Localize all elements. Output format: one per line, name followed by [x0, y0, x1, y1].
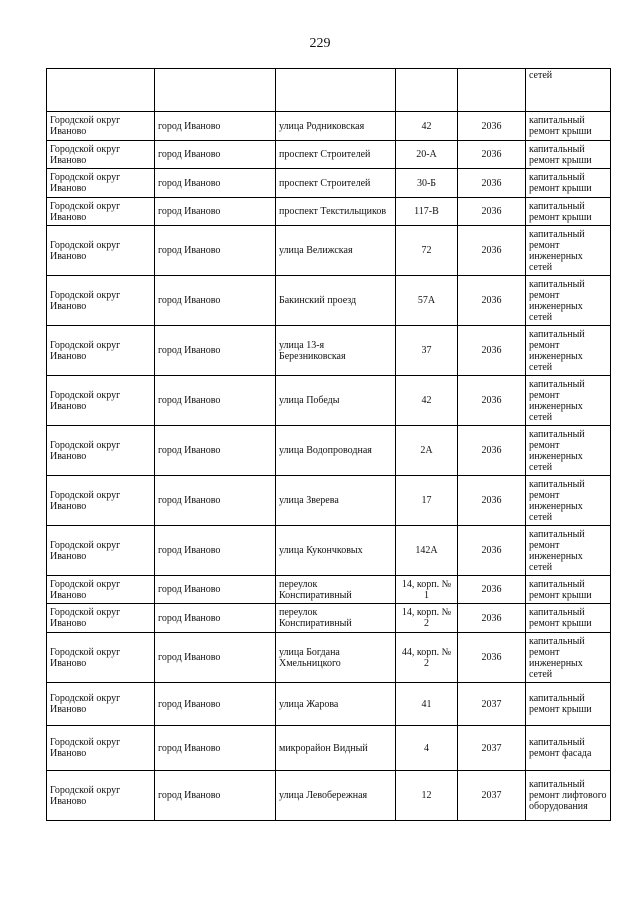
cell-street: переулок Конспиративный: [276, 576, 396, 604]
table-row: [47, 726, 611, 771]
cell-work: капитальный ремонт крыши: [526, 141, 611, 169]
table-row: [47, 376, 611, 426]
cell-number: 17: [396, 476, 458, 526]
cell-work: капитальный ремонт инженерных сетей: [526, 226, 611, 276]
cell-city: город Иваново: [155, 726, 276, 771]
table-row: [47, 169, 611, 198]
cell-number: 57А: [396, 276, 458, 326]
cell-work: капитальный ремонт крыши: [526, 198, 611, 226]
cell-street: улица Кукончковых: [276, 526, 396, 576]
cell-street: [276, 69, 396, 112]
cell-work: сетей: [526, 69, 611, 112]
cell-number: 142А: [396, 526, 458, 576]
cell-okrug: Городской округ Иваново: [47, 326, 155, 376]
table-body: [47, 69, 611, 821]
cell-city: город Иваново: [155, 576, 276, 604]
cell-number: 4: [396, 726, 458, 771]
cell-number: 42: [396, 112, 458, 141]
cell-okrug: Городской округ Иваново: [47, 476, 155, 526]
cell-year: 2036: [458, 526, 526, 576]
cell-year: 2036: [458, 198, 526, 226]
cell-city: город Иваново: [155, 376, 276, 426]
cell-city: город Иваново: [155, 276, 276, 326]
cell-number: 72: [396, 226, 458, 276]
cell-work: капитальный ремонт инженерных сетей: [526, 276, 611, 326]
table-row: [47, 226, 611, 276]
cell-street: улица Зверева: [276, 476, 396, 526]
cell-work: капитальный ремонт крыши: [526, 169, 611, 198]
cell-city: город Иваново: [155, 169, 276, 198]
cell-year: 2036: [458, 112, 526, 141]
cell-year: 2036: [458, 633, 526, 683]
cell-okrug: Городской округ Иваново: [47, 276, 155, 326]
cell-number: 42: [396, 376, 458, 426]
cell-city: [155, 69, 276, 112]
cell-okrug: Городской округ Иваново: [47, 226, 155, 276]
cell-okrug: Городской округ Иваново: [47, 198, 155, 226]
cell-number: 2А: [396, 426, 458, 476]
cell-okrug: Городской округ Иваново: [47, 683, 155, 726]
cell-street: проспект Строителей: [276, 141, 396, 169]
table-row: [47, 426, 611, 476]
cell-year: [458, 69, 526, 112]
cell-number: 41: [396, 683, 458, 726]
cell-number: 20-А: [396, 141, 458, 169]
cell-street: улица Победы: [276, 376, 396, 426]
table-row: [47, 326, 611, 376]
cell-street: улица Жарова: [276, 683, 396, 726]
cell-work: капитальный ремонт крыши: [526, 683, 611, 726]
cell-okrug: Городской округ Иваново: [47, 376, 155, 426]
cell-work: капитальный ремонт инженерных сетей: [526, 526, 611, 576]
table-row: [47, 604, 611, 633]
cell-work: капитальный ремонт крыши: [526, 604, 611, 633]
cell-work: капитальный ремонт фасада: [526, 726, 611, 771]
table-row: [47, 526, 611, 576]
cell-year: 2037: [458, 771, 526, 821]
table-row: [47, 771, 611, 821]
cell-work: капитальный ремонт крыши: [526, 576, 611, 604]
cell-work: капитальный ремонт инженерных сетей: [526, 426, 611, 476]
table-row: [47, 276, 611, 326]
cell-street: проспект Текстильщиков: [276, 198, 396, 226]
cell-city: город Иваново: [155, 198, 276, 226]
cell-city: город Иваново: [155, 604, 276, 633]
cell-number: [396, 69, 458, 112]
cell-year: 2037: [458, 683, 526, 726]
cell-street: микрорайон Видный: [276, 726, 396, 771]
cell-city: город Иваново: [155, 112, 276, 141]
buildings-table: [46, 68, 611, 821]
cell-city: город Иваново: [155, 526, 276, 576]
cell-number: 12: [396, 771, 458, 821]
cell-street: улица Водопроводная: [276, 426, 396, 476]
cell-work: капитальный ремонт инженерных сетей: [526, 476, 611, 526]
cell-year: 2036: [458, 604, 526, 633]
cell-year: 2036: [458, 169, 526, 198]
cell-okrug: Городской округ Иваново: [47, 726, 155, 771]
cell-city: город Иваново: [155, 426, 276, 476]
table-row: [47, 198, 611, 226]
cell-street: улица 13-я Березниковская: [276, 326, 396, 376]
cell-street: улица Родниковская: [276, 112, 396, 141]
cell-year: 2036: [458, 226, 526, 276]
cell-work: капитальный ремонт лифтового оборудования: [526, 771, 611, 821]
cell-year: 2036: [458, 141, 526, 169]
cell-year: 2036: [458, 376, 526, 426]
cell-number: 37: [396, 326, 458, 376]
cell-okrug: Городской округ Иваново: [47, 112, 155, 141]
page-number: 229: [309, 36, 331, 51]
cell-year: 2036: [458, 426, 526, 476]
cell-number: 117-В: [396, 198, 458, 226]
table-row: [47, 476, 611, 526]
cell-year: 2037: [458, 726, 526, 771]
cell-year: 2036: [458, 576, 526, 604]
cell-city: город Иваново: [155, 226, 276, 276]
table-row: [47, 576, 611, 604]
cell-city: город Иваново: [155, 476, 276, 526]
cell-okrug: Городской округ Иваново: [47, 604, 155, 633]
cell-street: улица Богдана Хмельницкого: [276, 633, 396, 683]
cell-city: город Иваново: [155, 683, 276, 726]
cell-number: 14, корп. № 2: [396, 604, 458, 633]
cell-okrug: Городской округ Иваново: [47, 141, 155, 169]
cell-street: улица Левобережная: [276, 771, 396, 821]
cell-number: 30-Б: [396, 169, 458, 198]
cell-okrug: Городской округ Иваново: [47, 169, 155, 198]
table-row: [47, 633, 611, 683]
cell-street: проспект Строителей: [276, 169, 396, 198]
table-row: [47, 69, 611, 112]
cell-street: улица Велижская: [276, 226, 396, 276]
cell-number: 44, корп. № 2: [396, 633, 458, 683]
table-row: [47, 141, 611, 169]
table-row: [47, 683, 611, 726]
cell-year: 2036: [458, 326, 526, 376]
cell-year: 2036: [458, 476, 526, 526]
cell-year: 2036: [458, 276, 526, 326]
cell-okrug: Городской округ Иваново: [47, 576, 155, 604]
cell-work: капитальный ремонт инженерных сетей: [526, 633, 611, 683]
table-row: [47, 112, 611, 141]
cell-work: капитальный ремонт инженерных сетей: [526, 376, 611, 426]
cell-okrug: [47, 69, 155, 112]
cell-okrug: Городской округ Иваново: [47, 633, 155, 683]
cell-work: капитальный ремонт крыши: [526, 112, 611, 141]
cell-city: город Иваново: [155, 771, 276, 821]
cell-okrug: Городской округ Иваново: [47, 526, 155, 576]
cell-city: город Иваново: [155, 326, 276, 376]
cell-number: 14, корп. № 1: [396, 576, 458, 604]
cell-street: переулок Конспиративный: [276, 604, 396, 633]
cell-city: город Иваново: [155, 141, 276, 169]
cell-work: капитальный ремонт инженерных сетей: [526, 326, 611, 376]
cell-street: Бакинский проезд: [276, 276, 396, 326]
cell-okrug: Городской округ Иваново: [47, 771, 155, 821]
cell-okrug: Городской округ Иваново: [47, 426, 155, 476]
cell-city: город Иваново: [155, 633, 276, 683]
